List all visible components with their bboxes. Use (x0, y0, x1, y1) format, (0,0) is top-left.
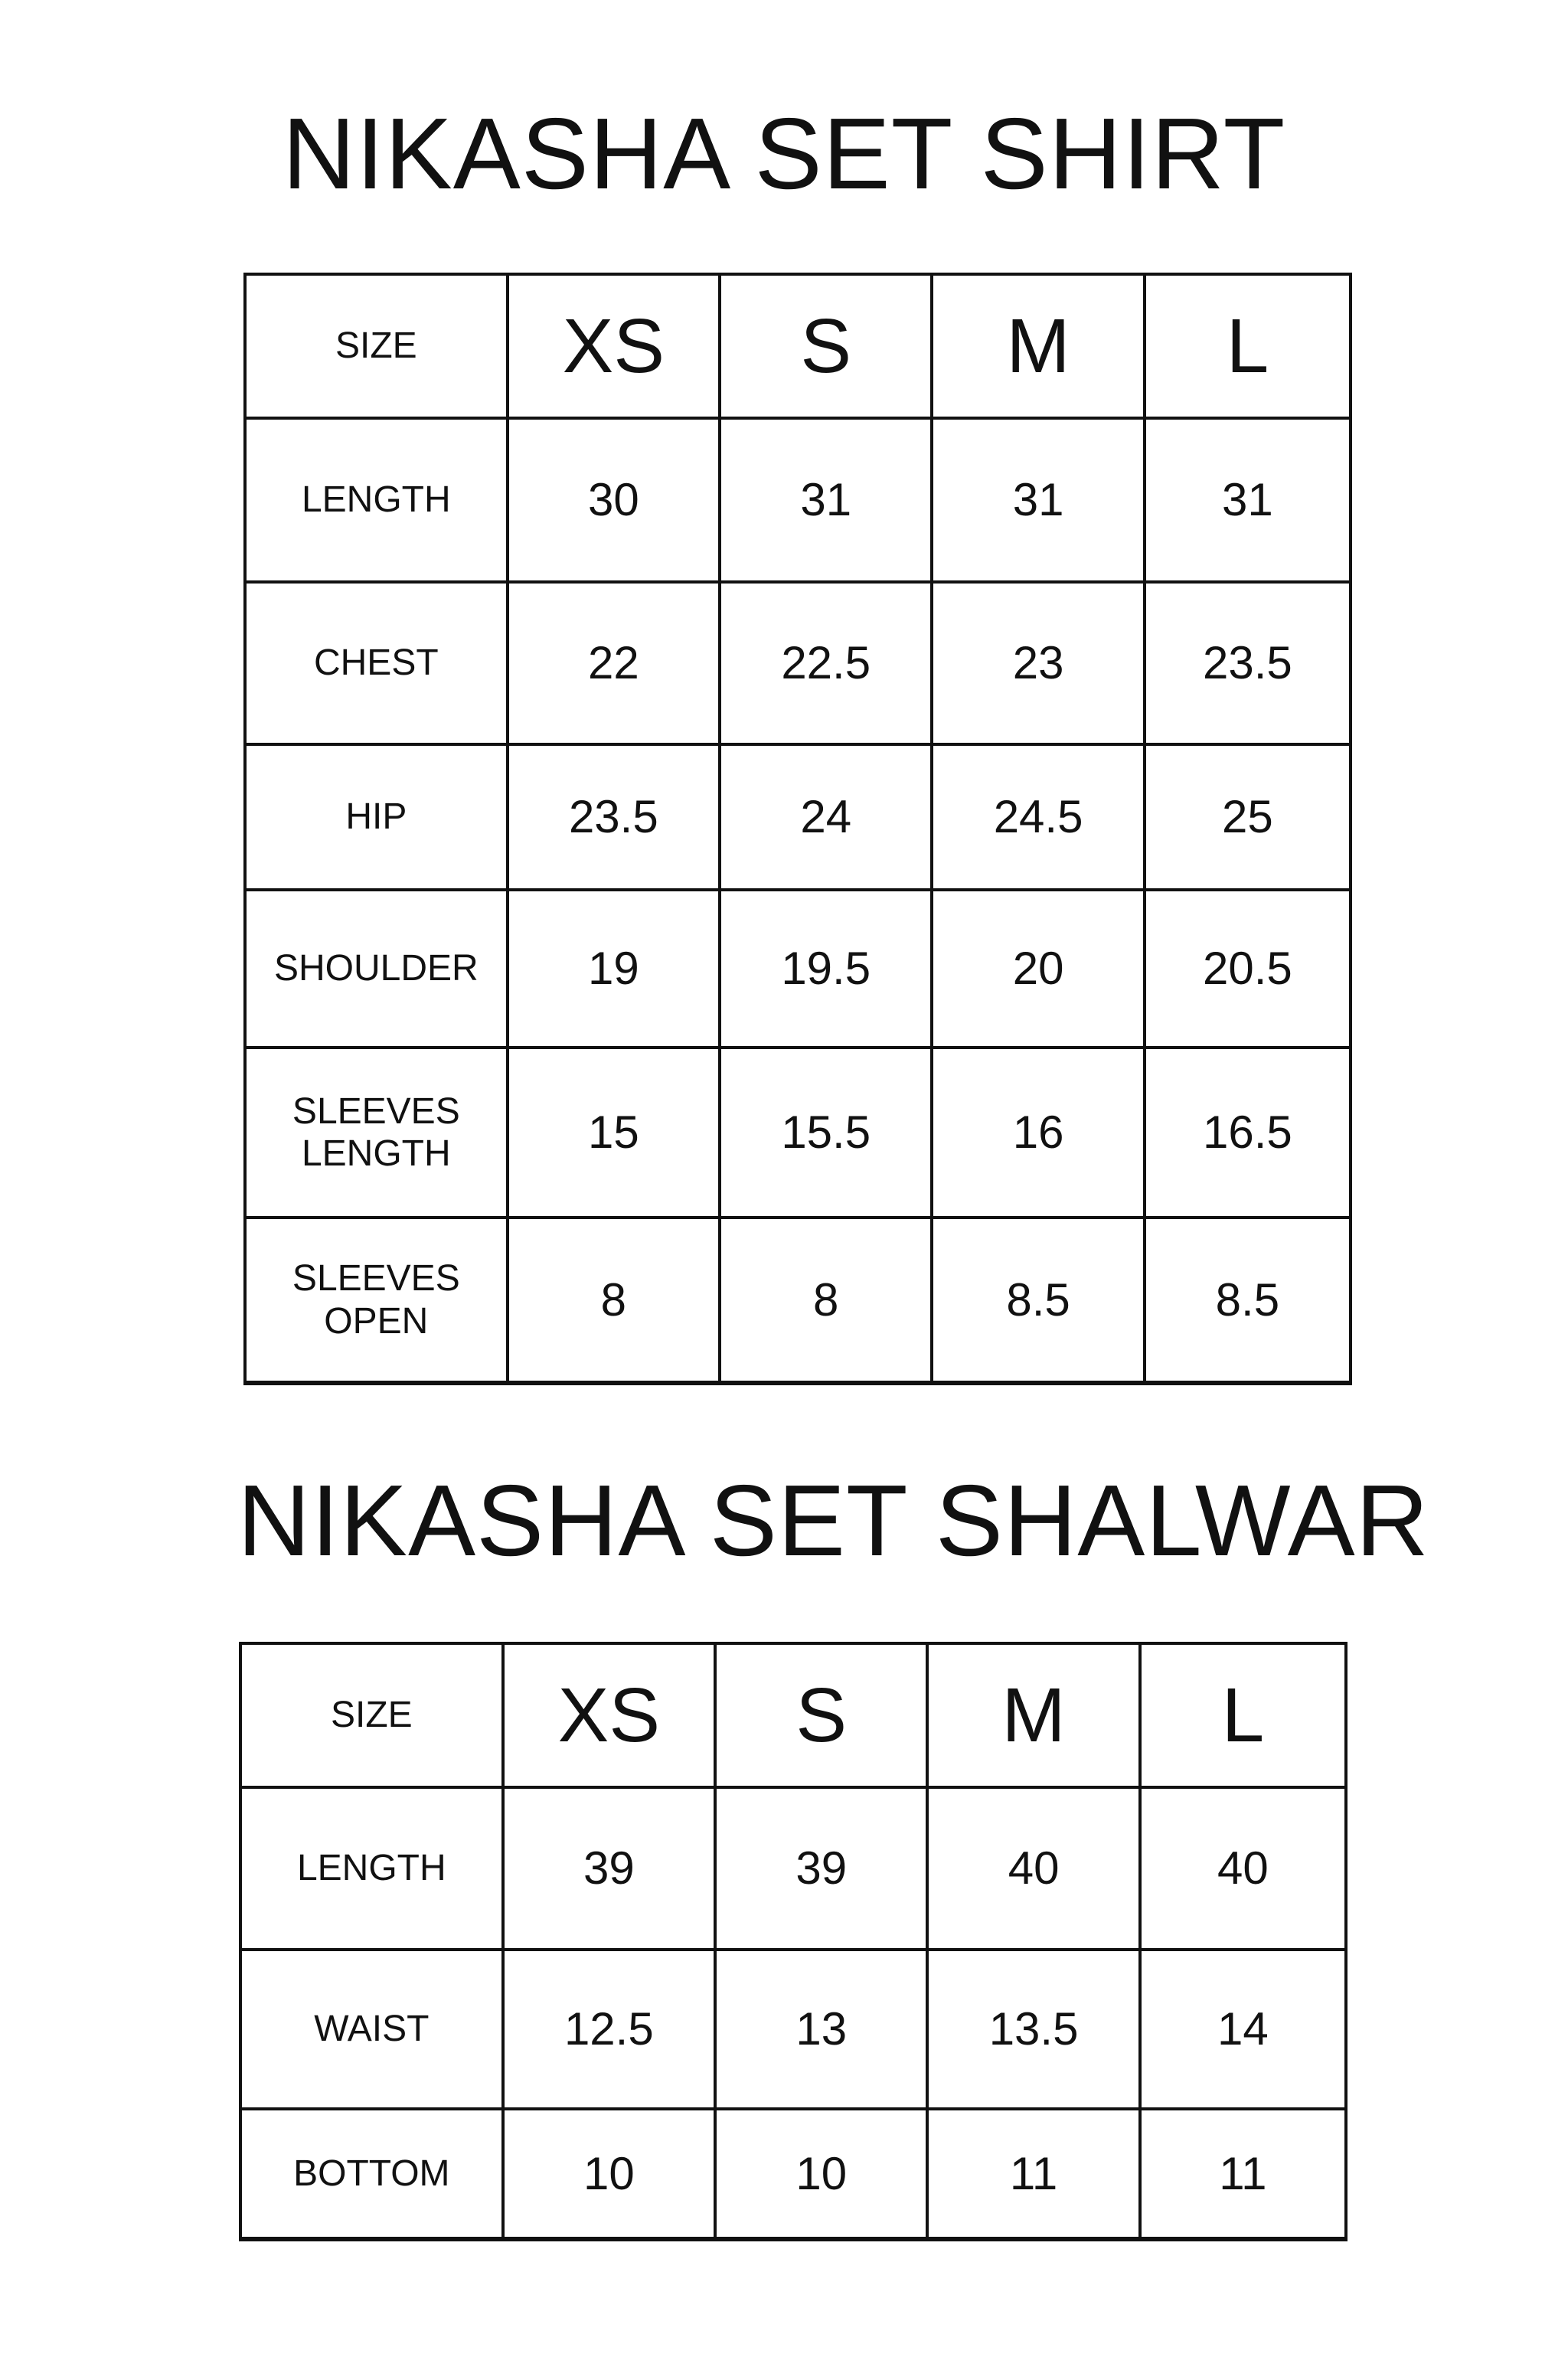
value-cell: 24.5 (932, 744, 1144, 890)
shalwar-title: NIKASHA SET SHALWAR (237, 1464, 1429, 1577)
value-cell: 11 (1140, 2109, 1346, 2239)
value-cell: 14 (1140, 1950, 1346, 2109)
shirt-title: NIKASHA SET SHIRT (282, 97, 1286, 210)
value-cell: 16.5 (1145, 1048, 1351, 1218)
size-header-m: M (932, 274, 1144, 418)
value-cell: 39 (503, 1787, 715, 1950)
value-cell: 10 (503, 2109, 715, 2239)
value-cell: 40 (1140, 1787, 1346, 1950)
row-label: LENGTH (240, 1787, 503, 1950)
value-cell: 23.5 (1145, 582, 1351, 744)
table-row (245, 418, 1351, 582)
size-header-s: S (715, 1643, 927, 1787)
shirt-size-table (243, 273, 1352, 1385)
table-row (245, 582, 1351, 744)
value-cell: 40 (927, 1787, 1139, 1950)
value-cell: 8.5 (932, 1218, 1144, 1383)
value-cell: 20.5 (1145, 890, 1351, 1048)
row-label: WAIST (240, 1950, 503, 2109)
value-cell: 20 (932, 890, 1144, 1048)
value-cell: 22 (508, 582, 720, 744)
value-cell: 25 (1145, 744, 1351, 890)
row-label (245, 1048, 508, 1218)
table-header-row (240, 1643, 1346, 1787)
value-cell: 22.5 (720, 582, 932, 744)
value-cell: 23.5 (508, 744, 720, 890)
table-row (245, 1218, 1351, 1383)
row-label: LENGTH (245, 418, 508, 582)
table-row (240, 2109, 1346, 2239)
value-cell: 15 (508, 1048, 720, 1218)
value-cell: 31 (1145, 418, 1351, 582)
row-label: BOTTOM (240, 2109, 503, 2239)
value-cell: 8.5 (1145, 1218, 1351, 1383)
value-cell: 8 (508, 1218, 720, 1383)
value-cell: 39 (715, 1787, 927, 1950)
row-label: SHOULDER (245, 890, 508, 1048)
row-label (245, 1218, 508, 1383)
value-cell: 13 (715, 1950, 927, 2109)
size-header-m: M (927, 1643, 1139, 1787)
row-label-text: SLEEVES OPEN (292, 1258, 460, 1342)
value-cell: 11 (927, 2109, 1139, 2239)
value-cell: 19.5 (720, 890, 932, 1048)
table-row (245, 890, 1351, 1048)
value-cell: 23 (932, 582, 1144, 744)
row-label-text: SLEEVES LENGTH (292, 1090, 460, 1174)
table-row (240, 1950, 1346, 2109)
value-cell: 31 (932, 418, 1144, 582)
size-header-s: S (720, 274, 932, 418)
table-header-row (245, 274, 1351, 418)
value-cell: 15.5 (720, 1048, 932, 1218)
size-header-label: SIZE (245, 274, 508, 418)
value-cell: 8 (720, 1218, 932, 1383)
value-cell: 30 (508, 418, 720, 582)
row-label: CHEST (245, 582, 508, 744)
value-cell: 24 (720, 744, 932, 890)
value-cell: 13.5 (927, 1950, 1139, 2109)
value-cell: 10 (715, 2109, 927, 2239)
row-label: HIP (245, 744, 508, 890)
size-header-label: SIZE (240, 1643, 503, 1787)
size-header-xs: XS (508, 274, 720, 418)
value-cell: 16 (932, 1048, 1144, 1218)
size-header-xs: XS (503, 1643, 715, 1787)
table-row (245, 744, 1351, 890)
table-row (245, 1048, 1351, 1218)
size-header-l: L (1145, 274, 1351, 418)
table-row (240, 1787, 1346, 1950)
value-cell: 19 (508, 890, 720, 1048)
value-cell: 31 (720, 418, 932, 582)
value-cell: 12.5 (503, 1950, 715, 2109)
shalwar-size-table (239, 1642, 1348, 2241)
size-header-l: L (1140, 1643, 1346, 1787)
